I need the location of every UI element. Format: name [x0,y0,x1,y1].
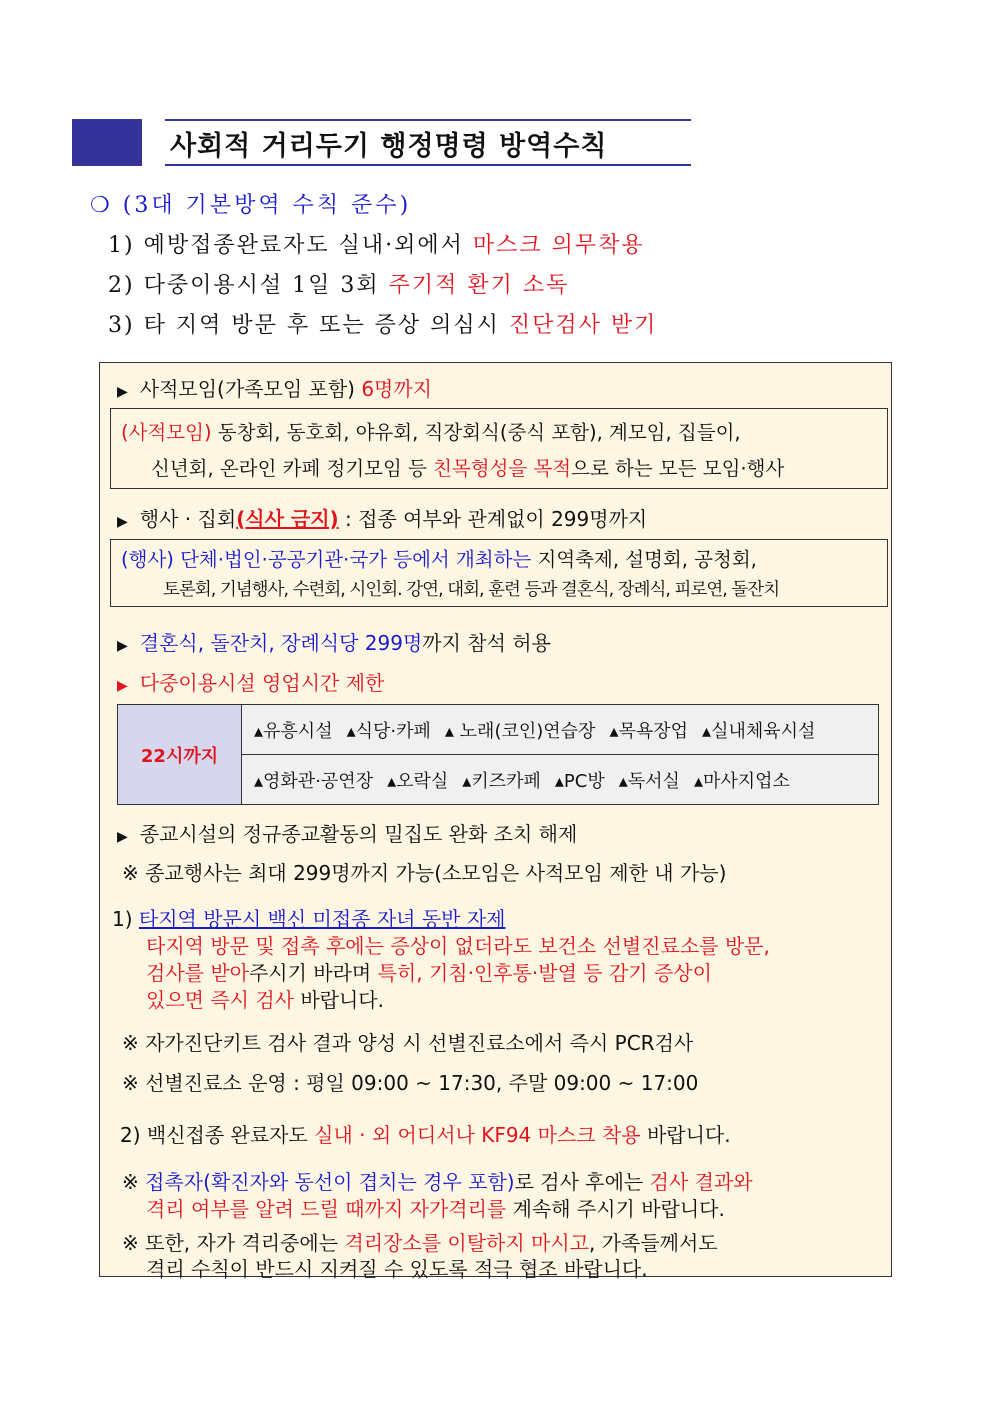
ceremony-rule: ▶ 결혼식, 돌잔치, 장례식당 299명까지 참석 허용 [117,631,551,655]
facility-row-1: ▴유흥시설 ▴식당·카페 ▴ 노래(코인)연습장 ▴목욕장업 ▴실내체육시설 [242,705,879,755]
basic-rule-1: 1) 예방접종완료자도 실내·외에서 마스크 의무착용 [108,233,645,258]
triangle-bullet-icon: ▶ [117,384,128,400]
triangle-bullet-icon: ▶ [117,829,128,845]
isolation-note-line-1: ※ 또한, 자가 격리중에는 격리장소를 이탈하지 마시고, 가족들께서도 [122,1231,718,1255]
religion-note: ※ 종교행사는 최대 299명까지 가능(소모임은 사적모임 제한 내 가능) [122,861,727,885]
title-rule-bottom [165,164,691,166]
basic-rule-3: 3) 타 지역 방문 후 또는 증상 의심시 진단검사 받기 [108,313,658,338]
facility-row-2: ▴영화관·공연장 ▴오락실 ▴키즈카페 ▴PC방 ▴독서실 ▴마사지업소 [242,755,879,805]
isolation-note-line-2: 격리 수칙이 반드시 지켜질 수 있도록 적극 협조 바랍니다. [146,1257,648,1281]
circle-bullet-icon: ❍ [90,193,113,218]
triangle-bullet-icon: ▶ [117,638,128,654]
rules-box [99,362,892,1281]
contact-note-line-1: ※ 접촉자(확진자와 동선이 겹치는 경우 포함)로 검사 후에는 검사 결과와 [122,1170,753,1194]
basic-rules-heading: ❍ (3대 기본방역 수칙 준수) [90,193,412,218]
private-gathering-rule: ▶ 사적모임(가족모임 포함) 6명까지 [117,377,432,401]
events-detail: (행사) 단체·법인·공공기관·국가 등에서 개최하는 지역축제, 설명회, 공청회, 토론회, 기념행사, 수련회, 시인회. 강연, 대회, 훈련 등과 결혼식, 장례식, 피로연, 돌잔치 [110,539,888,607]
hours-limit-label: 22시까지 [118,705,242,805]
triangle-bullet-icon: ▶ [117,514,128,530]
triangle-bullet-icon: ▶ [117,678,128,694]
business-hours-rule: ▶ 다중이용시설 영업시간 제한 [117,671,385,695]
business-hours-table [117,704,879,805]
notice-2: 2) 백신접종 완료자도 실내 · 외 어디서나 KF94 마스크 착용 바랍니다. [120,1123,731,1147]
religion-rule: ▶ 종교시설의 정규종교활동의 밀집도 완화 조치 해제 [117,822,578,846]
title-decoration-block [72,119,142,166]
basic-rule-2: 2) 다중이용시설 1일 3회 주기적 환기 소독 [108,273,570,298]
private-gathering-detail: (사적모임) 동창회, 동호회, 야유회, 직장회식(중식 포함), 계모임, 집들이, 신년회, 온라인 카페 정기모임 등 친목형성을 목적으로 하는 모든 모임·행사 [110,408,888,489]
page-title: 사회적 거리두기 행정명령 방역수칙 [170,131,608,162]
self-kit-note: ※ 자가진단키트 검사 결과 양성 시 선별진료소에서 즉시 PCR검사 [122,1031,694,1055]
notice-1-title: 1) 타지역 방문시 백신 미접종 자녀 동반 자제 [112,907,506,931]
notice-1-line-1: 타지역 방문 및 접촉 후에는 증상이 없더라도 보건소 선별진료소를 방문, [146,934,770,958]
events-rule: ▶ 행사 · 집회(식사 금지) : 접종 여부와 관계없이 299명까지 [117,507,648,531]
contact-note-line-2: 격리 여부를 알려 드릴 때까지 자가격리를 계속해 주시기 바랍니다. [146,1197,725,1221]
title-rule-top [165,119,691,121]
notice-1-line-3: 있으면 즉시 검사 바랍니다. [146,988,384,1012]
clinic-hours-note: ※ 선별진료소 운영 : 평일 09:00 ~ 17:30, 주말 09:00 ~ 17:00 [122,1071,699,1095]
notice-1-line-2: 검사를 받아주시기 바라며 특히, 기침·인후통·발열 등 감기 증상이 [146,961,712,985]
